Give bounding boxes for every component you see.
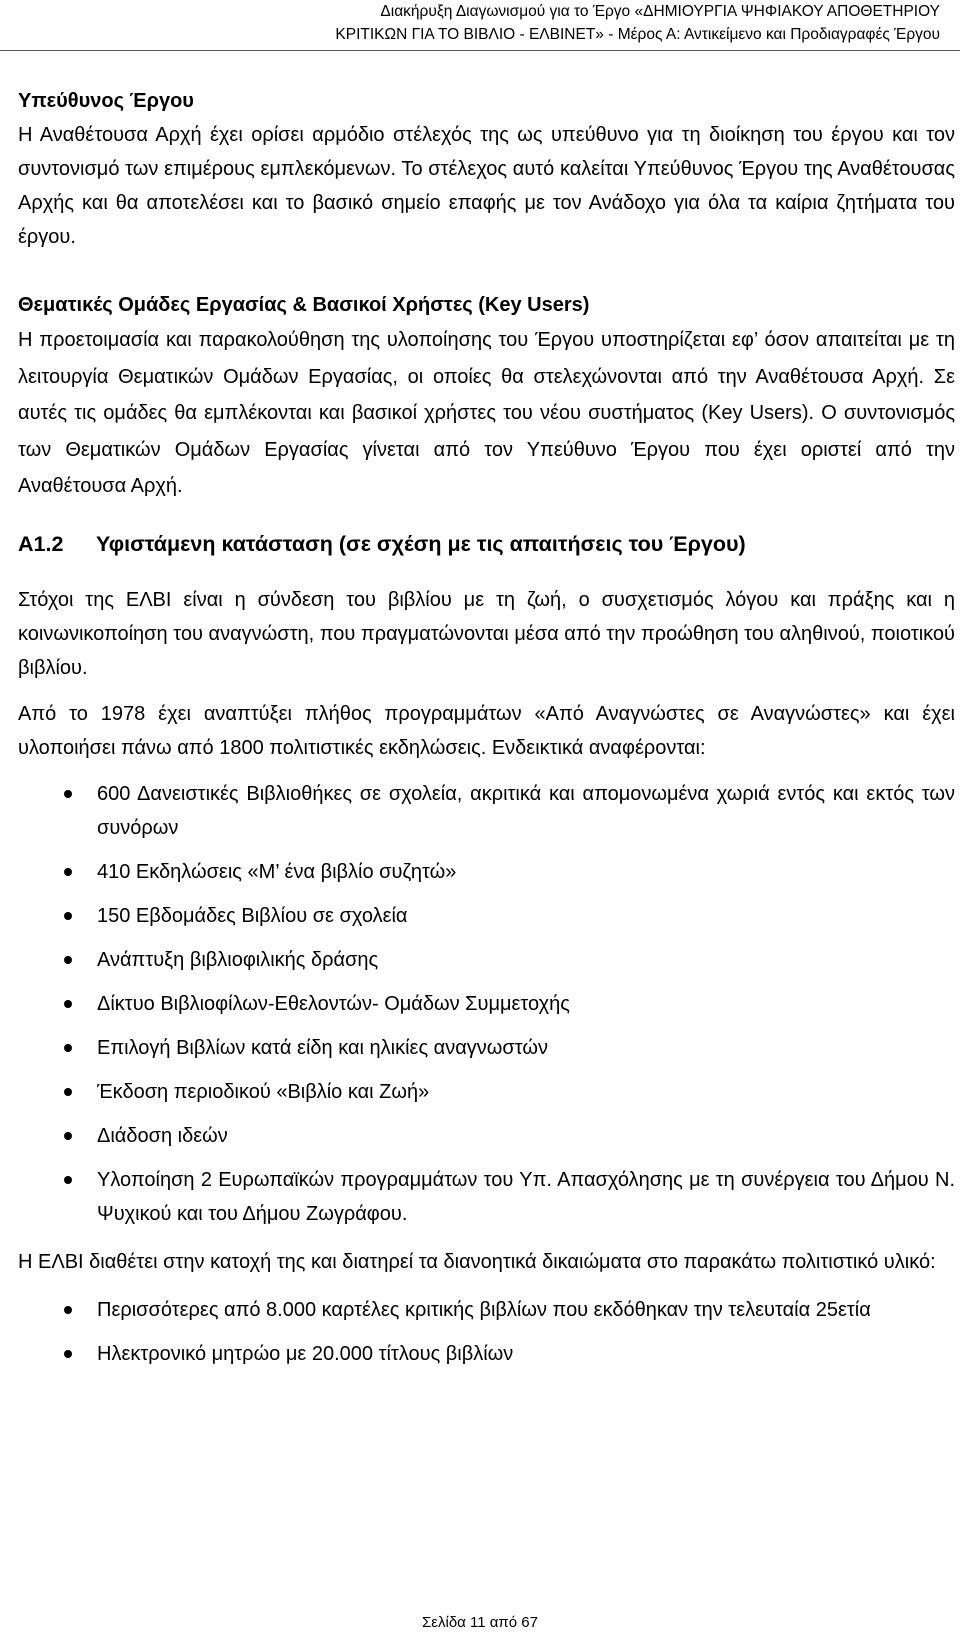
list-item: Δίκτυο Βιβλιοφίλων-Εθελοντών- Ομάδων Συμμετοχής — [18, 987, 955, 1021]
section-title — [18, 527, 955, 561]
project-manager-heading: Υπεύθυνος Έργου — [18, 90, 194, 112]
bullet-icon — [64, 1000, 72, 1008]
project-manager-text: Η Αναθέτουσα Αρχή έχει ορίσει αρμόδιο στέλεχός της ως υπεύθυνο για τη διοίκηση του έργου και τον συντονισμό των επιμέρους εμπλεκόμενων. Το στέλεχος αυτό καλείται Υπεύθυνος Έργου της Αναθέτουσας Αρχής και θα αποτελέσει και το βασικό σημείο επαφής με τον Ανάδοχο για όλα τα καίρια ζητήματα του έργου. — [18, 124, 955, 248]
header-line-1: Διακήρυξη Διαγωνισμού για το Έργο «ΔΗΜΙΟΥΡΓΙΑ ΨΗΦΙΑΚΟΥ ΑΠΟΘΕΤΗΡΙΟΥ — [380, 3, 940, 20]
bullet-icon — [64, 868, 72, 876]
section-paragraph-2: Από το 1978 έχει αναπτύξει πλήθος προγραμμάτων «Από Αναγνώστες σε Αναγνώστες» και έχει υλοποιήσει πάνω από 1800 πολιτιστικές εκδηλώσεις. Ενδεικτικά αναφέρονται: — [18, 702, 955, 759]
activities-list — [18, 777, 955, 1231]
list-item: Περισσότερες από 8.000 καρτέλες κριτικής βιβλίων που εκδόθηκαν την τελευταία 25ετία — [18, 1293, 955, 1327]
page-header — [0, 0, 940, 46]
list-item: Υλοποίηση 2 Ευρωπαϊκών προγραμμάτων του Υπ. Απασχόλησης με τη συνέργεια του Δήμου Ν. Ψυχικού και του Δήμου Ζωγράφου. — [18, 1163, 955, 1231]
working-groups-heading: Θεματικές Ομάδες Εργασίας & Βασικοί Χρήστες (Key Users) — [18, 294, 590, 316]
list-item: Ανάπτυξη βιβλιοφιλικής δράσης — [18, 943, 955, 977]
header-line-2: ΚΡΙΤΙΚΩΝ ΓΙΑ ΤΟ ΒΙΒΛΙΟ - ΕΛΒΙΝΕΤ» - Μέρος Α: Αντικείμενο και Προδιαγραφές Έργου — [335, 26, 940, 43]
bullet-icon — [64, 1306, 72, 1314]
bullet-icon — [64, 1088, 72, 1096]
bullet-icon — [64, 1176, 72, 1184]
section-title-text: Υφιστάμενη κατάσταση (σε σχέση με τις απαιτήσεις του Έργου) — [96, 531, 746, 556]
list-item: 150 Εβδομάδες Βιβλίου σε σχολεία — [18, 899, 955, 933]
section-paragraph-3: Η ΕΛΒΙ διαθέτει στην κατοχή της και διατηρεί τα διανοητικά δικαιώματα στο παρακάτω πολιτιστικό υλικό: — [18, 1250, 936, 1273]
document-body — [18, 84, 955, 1371]
list-item: Διάδοση ιδεών — [18, 1119, 955, 1153]
header-divider — [0, 50, 960, 51]
section-paragraph-1: Στόχοι της ΕΛΒΙ είναι η σύνδεση του βιβλίου με τη ζωή, ο συσχετισμός λόγου και πράξης και η κοινωνικοποίηση του αναγνώστη, που πραγματώνονται μέσα από την προώθηση του αληθινού, ποιοτικού βιβλίου. — [18, 588, 955, 679]
bullet-icon — [64, 1350, 72, 1358]
bullet-icon — [64, 1044, 72, 1052]
list-item: Ηλεκτρονικό μητρώο με 20.000 τίτλους βιβλίων — [18, 1337, 955, 1371]
bullet-icon — [64, 912, 72, 920]
materials-list — [18, 1293, 955, 1371]
bullet-icon — [64, 790, 72, 798]
list-item: 410 Εκδηλώσεις «Μ’ ένα βιβλίο συζητώ» — [18, 855, 955, 889]
working-groups-text: Η προετοιμασία και παρακολούθηση της υλοποίησης του Έργου υποστηρίζεται εφ’ όσον απαιτείται με τη λειτουργία Θεματικών Ομάδων Εργασίας, οι οποίες θα στελεχώνονται από την Αναθέτουσα Αρχή. Σε αυτές τις ομάδες θα εμπλέκονται και βασικοί χρήστες του νέου συστήματος (Key Users). Ο συντονισμός των Θεματικών Ομάδων Εργασίας γίνεται από τον Υπεύθυνο Έργου που έχει οριστεί από την Αναθέτουσα Αρχή. — [18, 329, 955, 497]
page-number: Σελίδα 11 από 67 — [422, 1614, 538, 1631]
section-number: Α1.2 — [18, 531, 64, 556]
list-item: Επιλογή Βιβλίων κατά είδη και ηλικίες αναγνωστών — [18, 1031, 955, 1065]
bullet-icon — [64, 956, 72, 964]
list-item: Έκδοση περιοδικού «Βιβλίο και Ζωή» — [18, 1075, 955, 1109]
list-item: 600 Δανειστικές Βιβλιοθήκες σε σχολεία, ακριτικά και απομονωμένα χωριά εντός και εκτός των συνόρων — [18, 777, 955, 845]
bullet-icon — [64, 1132, 72, 1140]
